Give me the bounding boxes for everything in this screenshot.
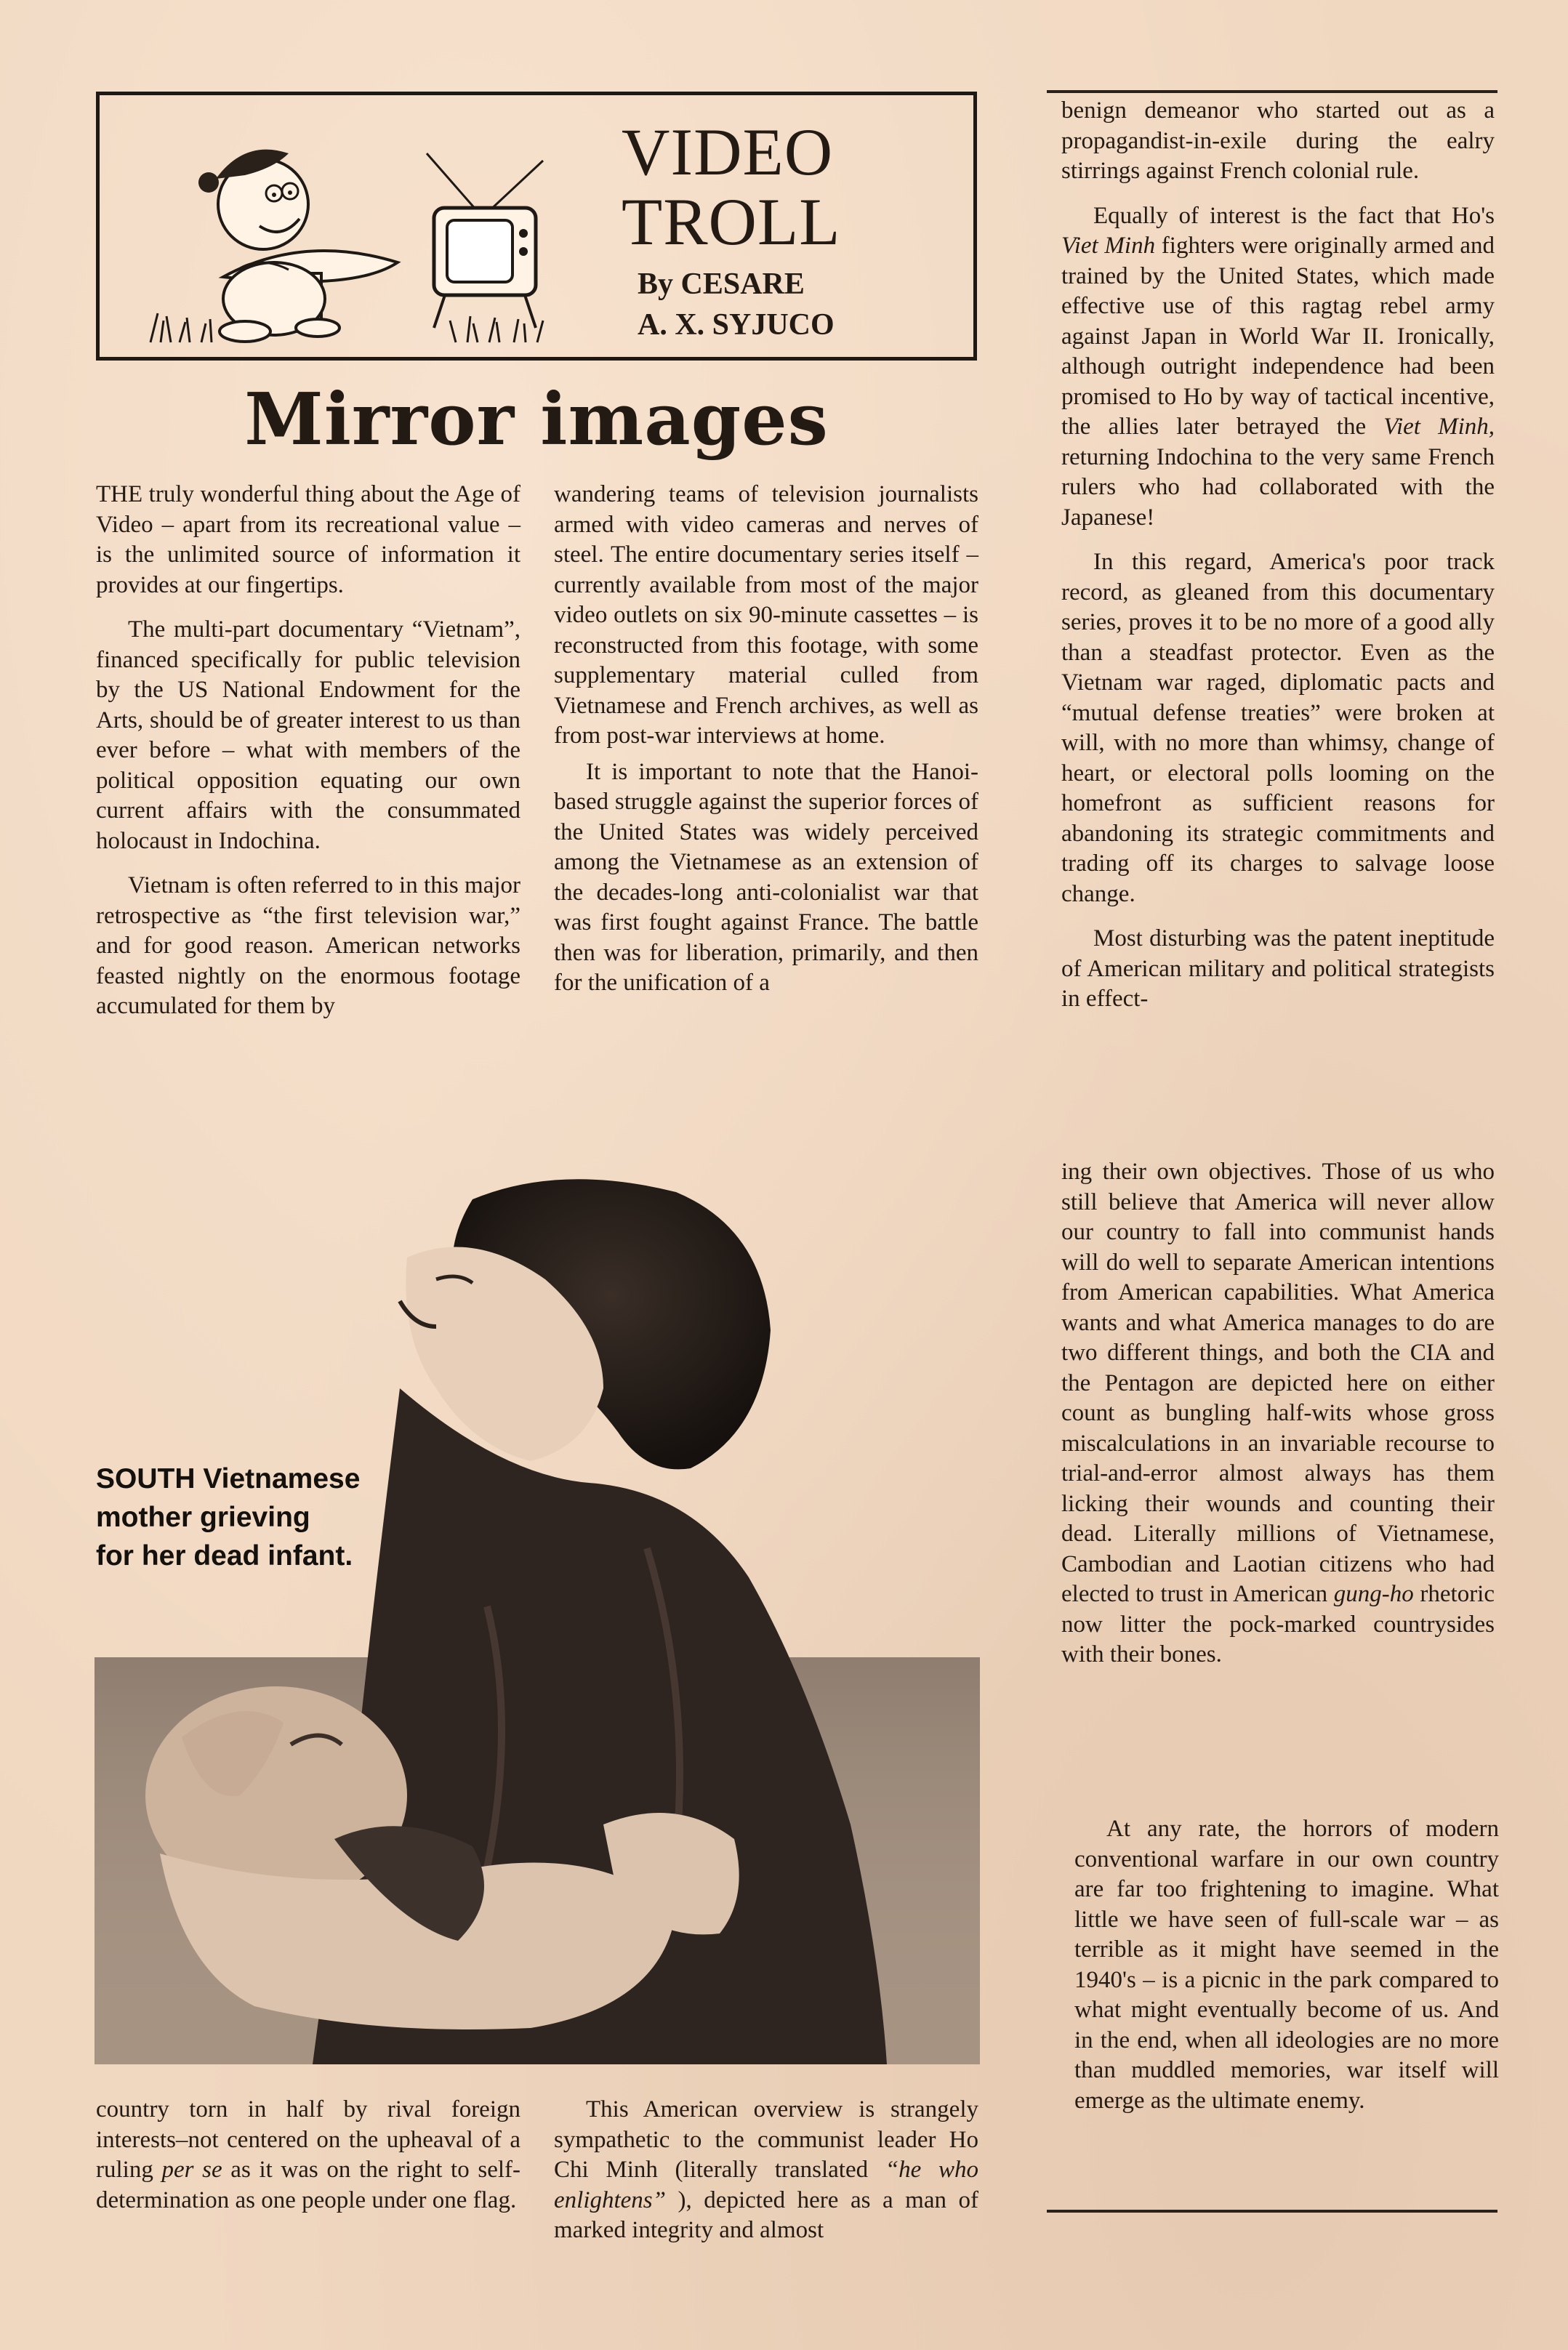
paragraph [1061, 201, 1495, 534]
photo-caption [96, 1460, 438, 1575]
caption-line1: SOUTH Vietnamese [96, 1463, 361, 1494]
text-run: fighters were originally armed and trained by the United States, which made effective use of this ragtag rebel army against Japan in World War II. Ironically, although outright independence had been promised to Ho by way of tactical incentive, the allies later betrayed the [1061, 233, 1495, 440]
column-title [622, 117, 963, 257]
grieving-mother-photo [95, 1170, 980, 2064]
column-masthead-box [96, 92, 977, 361]
text-run: ing their own objectives. Those of us who still believe that America will never allow our country to fall into communist hands will do well to separate American intentions from American capabilities. What America wants and what America manages to do are two different things, and both the CIA and the Pentagon are depicted here on either count as bungling half-wits whose gross miscalculations in an invariable recourse to trial-and-error almost always has them licking their wounds and counting their dead. Literally millions of Vietnamese, Cambodian and Laotian citizens who had elected to trust in American [1061, 1159, 1495, 1607]
paragraph: It is important to note that the Hanoi-based struggle against the superior forces of the United States was widely perceived among the Vietnamese as an extension of the decades-long anti-colonialist war that was first fought against France. The battle then was for liberation, primarily, and then for the unification of a [554, 758, 978, 996]
text-run: rhetoric now litter the pock-marked countrysides with their bones. [1061, 1581, 1495, 1667]
troll-with-tv-illustration-icon [136, 110, 601, 350]
column-title-line1: VIDEO [622, 115, 834, 189]
article-column-1 [96, 480, 520, 1037]
column-rule-top [1047, 90, 1497, 93]
byline [638, 264, 972, 345]
text-run: ), depicted here as a man of marked integrity and almost [554, 2186, 978, 2243]
byline-line1: By CESARE [638, 267, 805, 301]
text-run: This American overview is strangely sympathetic to the communist leader Ho Chi Minh (literally translated [554, 2096, 978, 2183]
text-run: as it was on the right to self-determination as one people under one flag. [96, 2157, 521, 2213]
article-headline: Mirror images [244, 378, 829, 462]
italic-text-run: “he who enlightens” [554, 2157, 978, 2213]
paragraph: THE truly wonderful thing about the Age of Video – apart from its recreational value – is the unlimited source of information it provides at our fingertips. [96, 481, 520, 598]
text-run: Equally of interest is the fact that Ho's [1093, 202, 1495, 229]
text-run: returning Indochina to the very same French rulers who had collaborated with the Japanese! [1061, 443, 1495, 531]
paragraph: At any rate, the horrors of modern conventional warfare in our own country are far too frightening to imagine. What little we have seen of full-scale war – as terrible as it might have seemed in the 1940's – is a picnic in the park compared to what might eventually become of us. And in the end, when all ideologies are no more than muddled memories, war itself will emerge as the ultimate enemy. [1074, 1816, 1499, 2114]
paragraph [96, 2095, 520, 2216]
column-title-line2: TROLL [622, 185, 841, 259]
article-column-2-bottom [554, 2095, 978, 2261]
caption-line3: for her dead infant. [96, 1540, 353, 1572]
article-column-3 [1061, 96, 1495, 1021]
paragraph: Vietnam is often referred to in this major retrospective as “the first television war,” and for good reason. American networks feasted nightly on the enormous footage accumulated for them by [96, 872, 520, 1019]
article-column-3-continued [1061, 1157, 1495, 1685]
italic-text-run: per se [161, 2157, 222, 2183]
paragraph: benign demeanor who started out as a propagandist-in-exile during the ealry stirrings against French colonial rule. [1061, 97, 1495, 184]
text-run: country torn in half by rival foreign interests–not centered on the upheaval of a ruling [96, 2096, 520, 2183]
italic-text-run: Viet Minh [1061, 233, 1156, 259]
paragraph [1061, 1157, 1495, 1670]
italic-text-run: gung-ho [1333, 1581, 1414, 1607]
article-column-2 [554, 480, 978, 1013]
paragraph: Most disturbing was the patent ineptitude of American military and political strategists in effect- [1061, 925, 1495, 1012]
paragraph: In this regard, America's poor track record, as gleaned from this documentary series, proves it to be no more of a good ally than a steadfast protector. Even as the Vietnam war raged, diplomatic pacts and “mutual defense treaties” were broken at will, with no more than whimsy, change of heart, or electoral polls looming on the homefront as sufficient reasons for abandoning its strategic commitments and trading off its charges to salvage loose change. [1061, 549, 1495, 907]
italic-text-run: Viet Minh, [1383, 414, 1495, 440]
paragraph [554, 2095, 978, 2246]
caption-line2: mother grieving [96, 1502, 310, 1533]
paragraph: wandering teams of television journalists armed with video cameras and nerves of steel. The entire documentary series itself – currently available from most of the major video outlets on six 90-minute cassettes – is reconstructed from this footage, with some supplementary material culled from Vietnamese and French archives, as well as from post-war interviews at home. [554, 481, 978, 749]
column-rule-bottom [1047, 2210, 1497, 2213]
article-column-4 [1074, 1814, 1499, 2130]
byline-line2: A. X. SYJUCO [638, 308, 835, 342]
article-column-1-bottom [96, 2095, 520, 2230]
paragraph: The multi-part documentary “Vietnam”, financed specifically for public television by the US National Endowment for the Arts, should be of greater interest to us than ever before – what with members of the political opposition equating our own current affairs with the consummated holocaust in Indochina. [96, 616, 520, 854]
